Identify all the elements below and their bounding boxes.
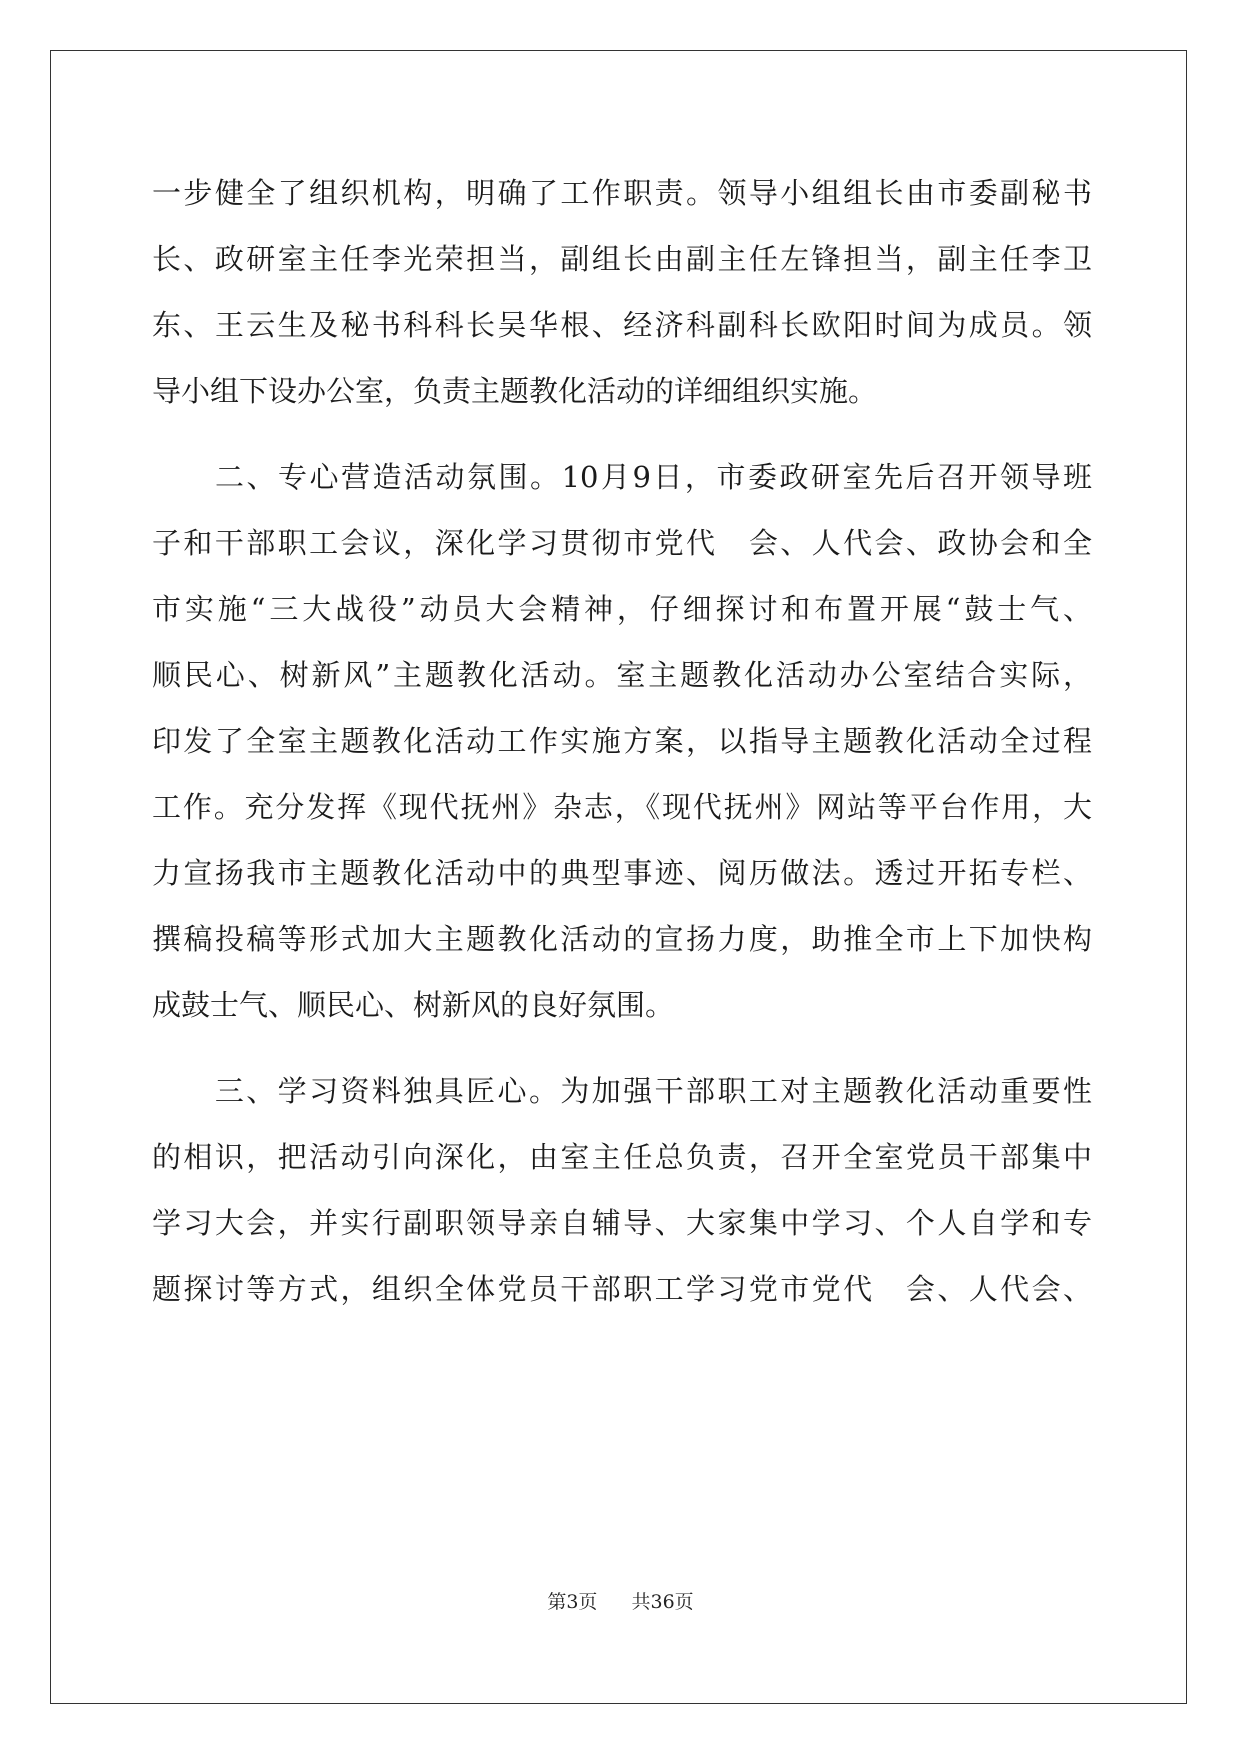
paragraph-3: [152, 1058, 1092, 1322]
text-line: 二、专心营造活动氛围。10月9日，市委政研室先后召开领导班: [152, 460, 1092, 494]
text-line: 印发了全室主题教化活动工作实施方案，以指导主题教化活动全过程: [152, 724, 1092, 758]
text-line: 东、王云生及秘书科科长吴华根、经济科副科长欧阳时间为成员。领: [152, 308, 1092, 342]
text-line: 顺民心、树新风”主题教化活动。室主题教化活动办公室结合实际，: [152, 658, 1092, 692]
text-line: 长、政研室主任李光荣担当，副组长由副主任左锋担当，副主任李卫: [152, 242, 1092, 276]
paragraph-1: [152, 160, 1092, 424]
text-line: 工作。充分发挥《现代抚州》杂志，《现代抚州》网站等平台作用，大: [152, 790, 1092, 824]
text-line: 题探讨等方式，组织全体党员干部职工学习党市党代 会、人代会、: [152, 1272, 1092, 1306]
paragraph-spacer: [152, 1038, 1092, 1058]
text-line: 市实施“三大战役”动员大会精神，仔细探讨和布置开展“鼓士气、: [152, 592, 1092, 626]
document-body: [152, 160, 1092, 1322]
page-number: 第3页: [547, 1591, 598, 1613]
text-line: 撰稿投稿等形式加大主题教化活动的宣扬力度，助推全市上下加快构: [152, 922, 1092, 956]
text-line: 一步健全了组织机构，明确了工作职责。领导小组组长由市委副秘书: [152, 176, 1092, 210]
paragraph-spacer: [152, 424, 1092, 444]
text-line: 的相识，把活动引向深化，由室主任总负责，召开全室党员干部集中: [152, 1140, 1092, 1174]
page-total: 共36页: [631, 1591, 694, 1613]
text-line: 导小组下设办公室，负责主题教化活动的详细组织实施。: [152, 374, 878, 408]
text-line: 学习大会，并实行副职领导亲自辅导、大家集中学习、个人自学和专: [152, 1206, 1092, 1240]
text-line: 子和干部职工会议，深化学习贯彻市党代 会、人代会、政协会和全: [152, 526, 1092, 560]
text-line: 三、学习资料独具匠心。为加强干部职工对主题教化活动重要性: [152, 1074, 1092, 1108]
page-footer: [0, 1587, 1241, 1614]
text-line: 成鼓士气、顺民心、树新风的良好氛围。: [152, 988, 675, 1022]
text-line: 力宣扬我市主题教化活动中的典型事迹、阅历做法。透过开拓专栏、: [152, 856, 1092, 890]
paragraph-2: [152, 444, 1092, 1038]
